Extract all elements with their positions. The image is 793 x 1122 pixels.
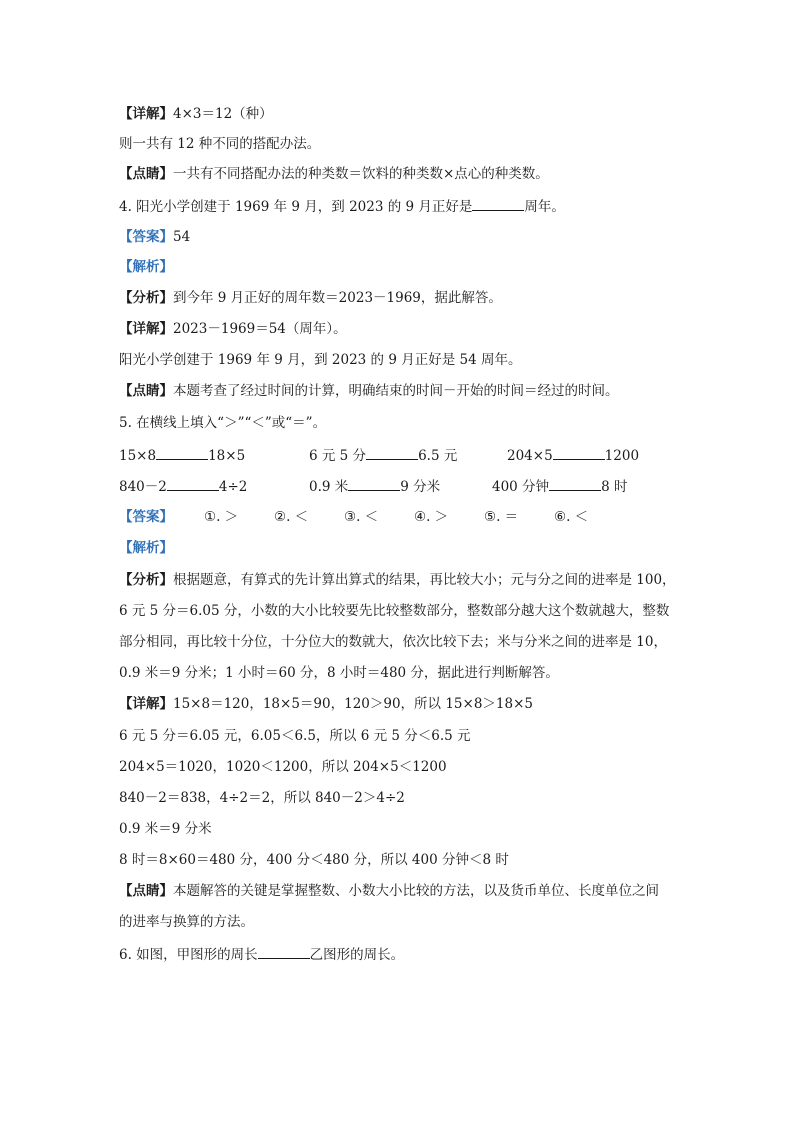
- conclusion-line: 则一共有 12 种不同的搭配办法。: [119, 136, 321, 152]
- q5-item-5: 0.9 米 9 分米: [309, 476, 440, 497]
- question-6-text: 6. 如图，甲图形的周长: [119, 947, 258, 963]
- q5-tip-line-2: 的进率与换算的方法。: [119, 914, 254, 930]
- detail-tag: 【详解】: [119, 696, 173, 712]
- q4-fenxi-line: [119, 288, 502, 308]
- detail-tag: 【详解】: [119, 106, 173, 122]
- answer-tag: 【答案】: [119, 229, 173, 245]
- q4-answer-line: [119, 227, 190, 247]
- fenxi-tag: 【分析】: [119, 572, 173, 588]
- q5-answer-2: ②. ＜: [274, 509, 309, 525]
- q5-analysis-line: [119, 538, 173, 558]
- answer-blank: [366, 445, 418, 460]
- q5-detail-line-3: 204×5＝1020，1020＜1200，所以 204×5＜1200: [119, 759, 447, 775]
- detail-tag: 【详解】: [119, 321, 173, 337]
- q5-item-6: 400 分钟 8 时: [492, 476, 627, 497]
- q5-fenxi-line-4: 0.9 米＝9 分米；1 小时＝60 分，8 小时＝480 分，据此进行判断解答。: [119, 665, 559, 681]
- fenxi-text: 根据题意，有算式的先计算出算式的结果，再比较大小；元与分之间的进率是 100，: [173, 572, 676, 588]
- q5-detail-line-6: 8 时＝8×60＝480 分，400 分＜480 分，所以 400 分钟＜8 时: [119, 852, 509, 868]
- q5-detail-line-5: 0.9 米＝9 分米: [119, 821, 212, 837]
- answer-blank: [156, 445, 208, 460]
- tip-tag: 【点睛】: [119, 166, 173, 182]
- question-4: [119, 196, 565, 217]
- answer-blank: [553, 445, 605, 460]
- q5-fenxi-line-2: 6 元 5 分＝6.05 分，小数的大小比较要先比较整数部分，整数部分越大这个数就越大，整数: [119, 603, 670, 619]
- fenxi-tag: 【分析】: [119, 290, 173, 306]
- question-6-suffix: 乙图形的周长。: [309, 947, 405, 963]
- question-5: 5. 在横线上填入“＞”“＜”或“＝”。: [119, 415, 327, 431]
- answer-value: 54: [173, 229, 191, 245]
- question-6: [119, 944, 404, 965]
- q5-answer-6: ⑥. ＜: [554, 509, 589, 525]
- analysis-tag: 【解析】: [119, 259, 173, 275]
- answer-tag: 【答案】: [119, 509, 173, 525]
- q5-item-4: 840－2 4÷2: [119, 476, 247, 497]
- q4-analysis-line: [119, 257, 173, 277]
- q5-tip-line-1: [119, 881, 659, 901]
- answer-blank: [258, 944, 310, 959]
- q5-item-1: 15×8 18×5: [119, 445, 245, 466]
- question-4-text: 4. 阳光小学创建于 1969 年 9 月，到 2023 的 9 月正好是: [119, 199, 473, 215]
- q5-item-3: 204×5 1200: [507, 445, 639, 466]
- answer-blank: [549, 476, 601, 491]
- q4-tip-line: [119, 381, 619, 401]
- answer-blank: [167, 476, 219, 491]
- q5-detail-line-2: 6 元 5 分＝6.05 元，6.05＜6.5，所以 6 元 5 分＜6.5 元: [119, 728, 471, 744]
- answer-blank: [348, 476, 400, 491]
- q4-detail-line: [119, 319, 347, 339]
- tip-text: 本题考查了经过时间的计算，明确结束的时间－开始的时间＝经过的时间。: [173, 383, 619, 399]
- tip-tag: 【点睛】: [119, 383, 173, 399]
- detail-text: 2023－1969＝54（周年）。: [173, 321, 347, 337]
- q5-fenxi-line-1: [119, 570, 676, 590]
- tip-line: [119, 164, 549, 184]
- detail-line: [119, 104, 273, 124]
- q5-item-2: 6 元 5 分 6.5 元: [309, 445, 457, 466]
- detail-text: 4×3＝12（种）: [173, 106, 273, 122]
- tip-text: 本题解答的关键是掌握整数、小数大小比较的方法，以及货币单位、长度单位之间: [173, 883, 659, 899]
- q5-answer-4: ④. ＞: [414, 509, 449, 525]
- q5-answer-3: ③. ＜: [344, 509, 379, 525]
- q5-fenxi-line-3: 部分相同，再比较十分位，十分位大的数就大，依次比较下去；米与分米之间的进率是 10，: [119, 634, 667, 650]
- q5-detail-line-4: 840－2＝838，4÷2＝2，所以 840－2＞4÷2: [119, 790, 405, 806]
- q4-conclusion-line: 阳光小学创建于 1969 年 9 月，到 2023 的 9 月正好是 54 周年。: [119, 352, 522, 368]
- detail-text: 15×8＝120，18×5＝90，120＞90，所以 15×8＞18×5: [173, 696, 533, 712]
- tip-tag: 【点睛】: [119, 883, 173, 899]
- q5-answer-5: ⑤. ＝: [484, 509, 519, 525]
- fenxi-text: 到今年 9 月正好的周年数＝2023－1969，据此解答。: [173, 290, 502, 306]
- q5-answer-1: ①. ＞: [204, 509, 239, 525]
- q5-detail-line-1: [119, 694, 533, 714]
- question-4-suffix: 周年。: [524, 199, 565, 215]
- q5-answer-line: [119, 507, 173, 527]
- tip-text: 一共有不同搭配办法的种类数＝饮料的种类数×点心的种类数。: [173, 166, 549, 182]
- answer-blank: [472, 196, 524, 211]
- analysis-tag: 【解析】: [119, 540, 173, 556]
